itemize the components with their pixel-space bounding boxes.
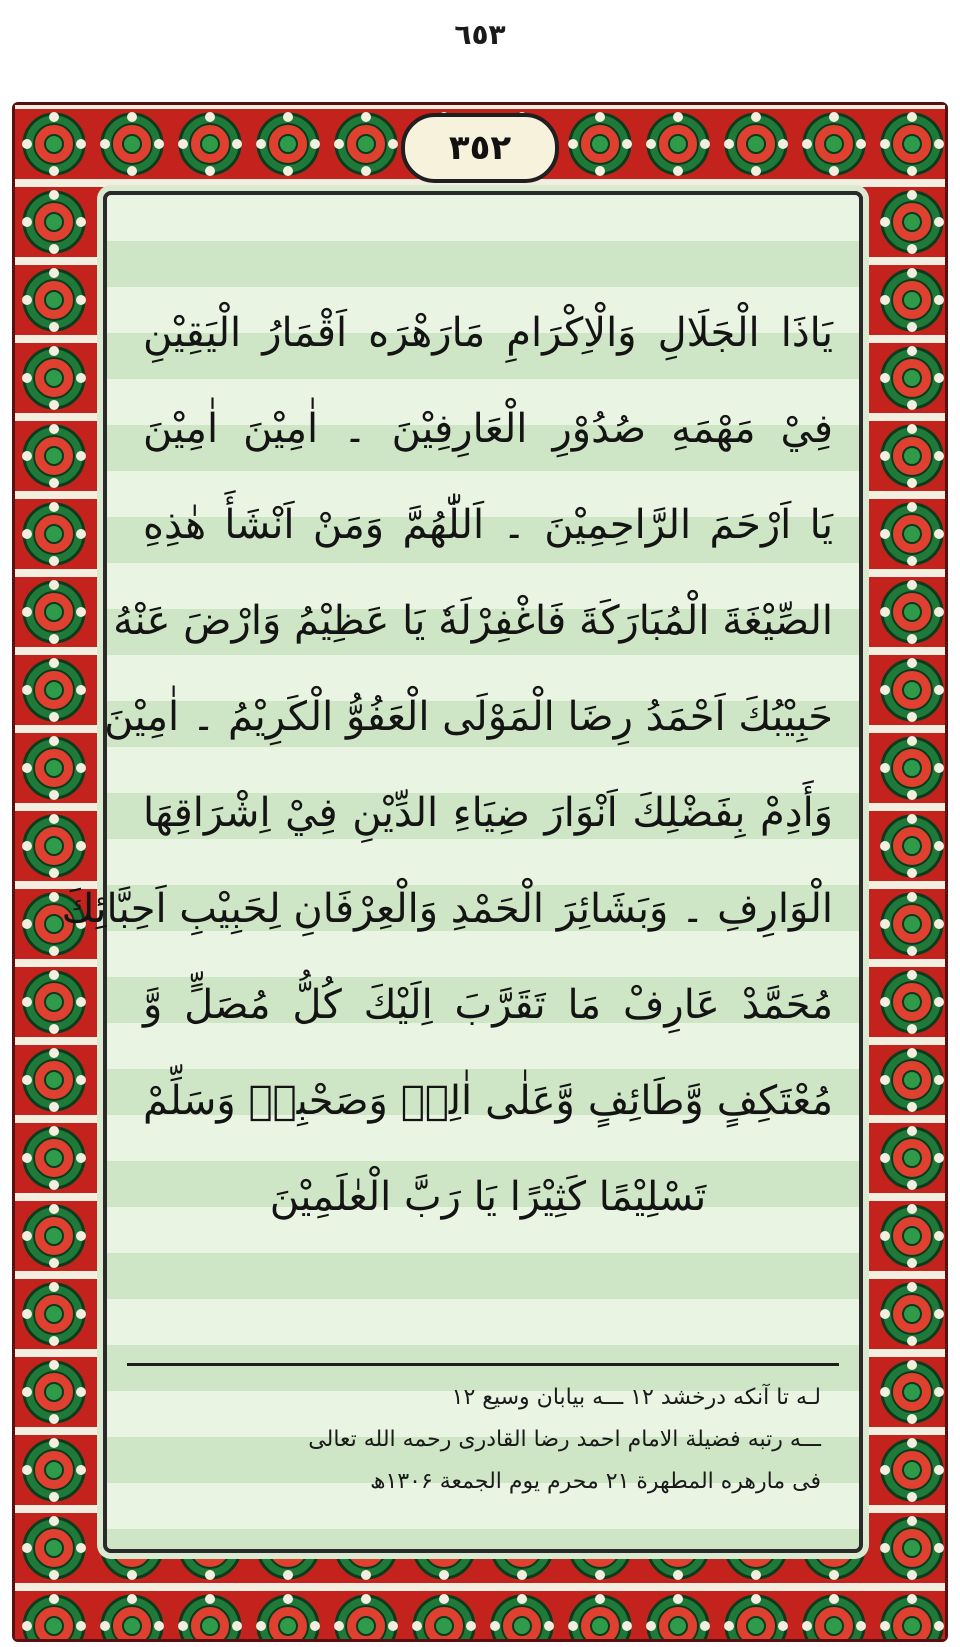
- text-line: وَأَدِمْ بِفَضْلِكَ اَنْوَارَ ضِيَاءِ الدِّيْنِ فِيْ اِشْرَاقِهَا: [143, 790, 833, 836]
- top-page-number: ٦٥٣: [454, 18, 506, 51]
- footnote-line: فی مارهره المطهرة ۲۱ محرم یوم الجمعة ۱۳۰۶ھ: [370, 1469, 821, 1494]
- text-line: يَاذَا الْجَلَالِ وَالْاِكْرَامِ مَارَهْرَه اَقْمَارُ الْيَقِيْنِ: [143, 310, 833, 356]
- frame-page-number: ٣٥٢: [448, 128, 512, 168]
- text-line: الْوَارِفِ ۔ وَبَشَائِرَ الْحَمْدِ وَالْعِرْفَانِ لِحَبِيْبِ اَحِبَّائِكَ: [61, 886, 833, 932]
- main-text-block: [61, 285, 833, 1245]
- footnotes-block: [157, 1377, 821, 1503]
- text-line: حَبِيْبُكَ اَحْمَدُ رِضَا الْمَوْلَى الْعَفُوُّ الْكَرِيْمُ ۔ اٰمِيْنَ: [104, 694, 833, 740]
- text-line: مُعْتَكِفٍ وَّطَائِفٍ وَّعَلٰى اٰلِهٖ وَصَحْبِهٖ وَسَلِّمْ: [143, 1078, 833, 1124]
- footnote-divider: [127, 1363, 839, 1366]
- ornamental-frame: [12, 102, 948, 1642]
- text-line: مُحَمَّدْ عَارِفْ مَا تَقَرَّبَ اِلَيْكَ كُلُّ مُصَلٍّ وَّ: [143, 982, 833, 1028]
- text-line: يَا اَرْحَمَ الرَّاحِمِيْنَ ۔ اَللّٰهُمَّ وَمَنْ اَنْشَأَ هٰذِهِ: [143, 502, 833, 548]
- footnote-line: لـه تا آنکه درخشد ۱۲ ـــه بیابان وسیع ۱۲: [451, 1385, 821, 1410]
- frame-page-number-cartouche: [401, 113, 559, 183]
- text-panel: [61, 191, 863, 1553]
- text-line: تَسْلِيْمًا كَثِيْرًا يَا رَبَّ الْعٰلَمِيْنَ: [269, 1174, 707, 1220]
- text-line: الصِّيْغَةَ الْمُبَارَكَةَ فَاغْفِرْلَهٗ يَا عَظِيْمُ وَارْضَ عَنْهُ: [113, 598, 833, 644]
- footnote-line: ـــه رتبه فضیلة الامام احمد رضا القادری رحمه الله تعالی: [308, 1427, 821, 1452]
- text-line: فِيْ مَهْمَهِ صُدُوْرِ الْعَارِفِيْنَ ۔ اٰمِيْنَ اٰمِيْنَ: [143, 406, 833, 452]
